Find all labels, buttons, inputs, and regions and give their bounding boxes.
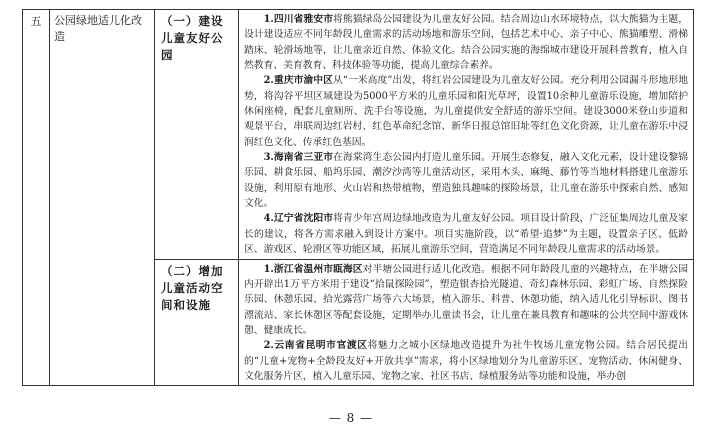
policy-table — [22, 9, 694, 386]
section-number: 五 — [23, 10, 50, 386]
subsection-title-2: （二）增加儿童活动空间和设施 — [155, 259, 239, 386]
table-row — [23, 10, 694, 260]
subsection-body-1 — [239, 10, 694, 260]
section-title: 公园绿地适儿化改造 — [50, 10, 155, 386]
subsection-body-2 — [239, 259, 694, 386]
list-item: 3.海南省三亚市在海棠湾生态公园内打造儿童乐园。开展生态修复，融入文化元素，设计建设黎锦乐园、耕食乐园、船坞乐园、潮汐沙湾等儿童活动区，采用木头、麻绳、藤竹等当地材料搭建儿童游乐设施，利用原有地形、火山岩和热带植物，塑造独具趣味的探险场景，让儿童在游乐中探索自然、感知文化。 — [244, 152, 689, 210]
subsection-title-1: （一）建设儿童友好公园 — [155, 10, 239, 260]
list-item: 1.四川省雅安市将熊猫绿岛公园建设为儿童友好公园。结合周边山水环境特点，以大熊猫为主题，设计建设适应不同年龄段儿童需求的活动场地和游乐空间，包括艺术中心、亲子中心、熊猫雕塑、滑梯踏床、轮滑场地等，让儿童亲近自然、体验文化。结合公园实施的海绵城市建设开展科普教育，植入自然教育、美育教育、科技体验等功能，提高儿童综合素养。 — [244, 14, 689, 72]
list-item: 1.浙江省温州市瓯海区对半塘公园进行适儿化改造。根据不同年龄段儿童的兴趣特点，在半塘公园内开辟出1万平方米用于建设“拾鼠探险园”，塑造银杏拾光隧道、奇幻森林乐园、彩虹广场、自然探险乐园、休憩乐园、拾光露营广场等六大场景，植入游乐、科普、休憩功能，纳入适儿化引导标识、图书漂流站、家长休憩区等配套设施，定期举办儿童读书会，让儿童在兼具教育和趣味的公共空间中游戏休憩、健康成长。 — [244, 263, 688, 336]
page-number: — 8 — — [328, 411, 374, 425]
list-item: 2.云南省昆明市官渡区将魅力之城小区绿地改造提升为社牛牧场儿童宠物公园。结合居民提出的“儿童+宠物+全龄段友好+开放共享”需求，将小区绿地划分为儿童游乐区、宠物活动、休闲健身、文化服务片区，植入儿童乐园、宠物之家、社区书店、绿植服务站等功能和设施，举办创 — [244, 340, 689, 382]
list-item: 2.重庆市渝中区从“一米高度”出发，将红岩公园建设为儿童友好公园。充分利用公园漏斗形地形地势，将沟谷平坦区域建设为5000平方米的儿童乐园和阳光草坪，设置10余种儿童游乐设施，增加陪护休闲座椅，配套儿童厕所、洗手台等设施，为儿童提供安全舒适的游乐空间。建设3000米登山步道和观景平台，串联周边红岩村、红色革命纪念馆、新华日报总馆旧址等红色文化资源，让儿童在游乐中浸润红色文化、传承红色基因。 — [244, 75, 688, 148]
list-item: 4.辽宁省沈阳市将青少年宫周边绿地改造为儿童友好公园。项目设计阶段，广泛征集周边儿童及家长的建议，将各方需求融入到设计方案中。项目实施阶段，以“希望·追梦”为主题，设置亲子区、低龄区、游戏区、轮滑区等功能区域，拓展儿童游乐空间，营造满足不同年龄段儿童需求的活动场景。 — [244, 213, 689, 256]
